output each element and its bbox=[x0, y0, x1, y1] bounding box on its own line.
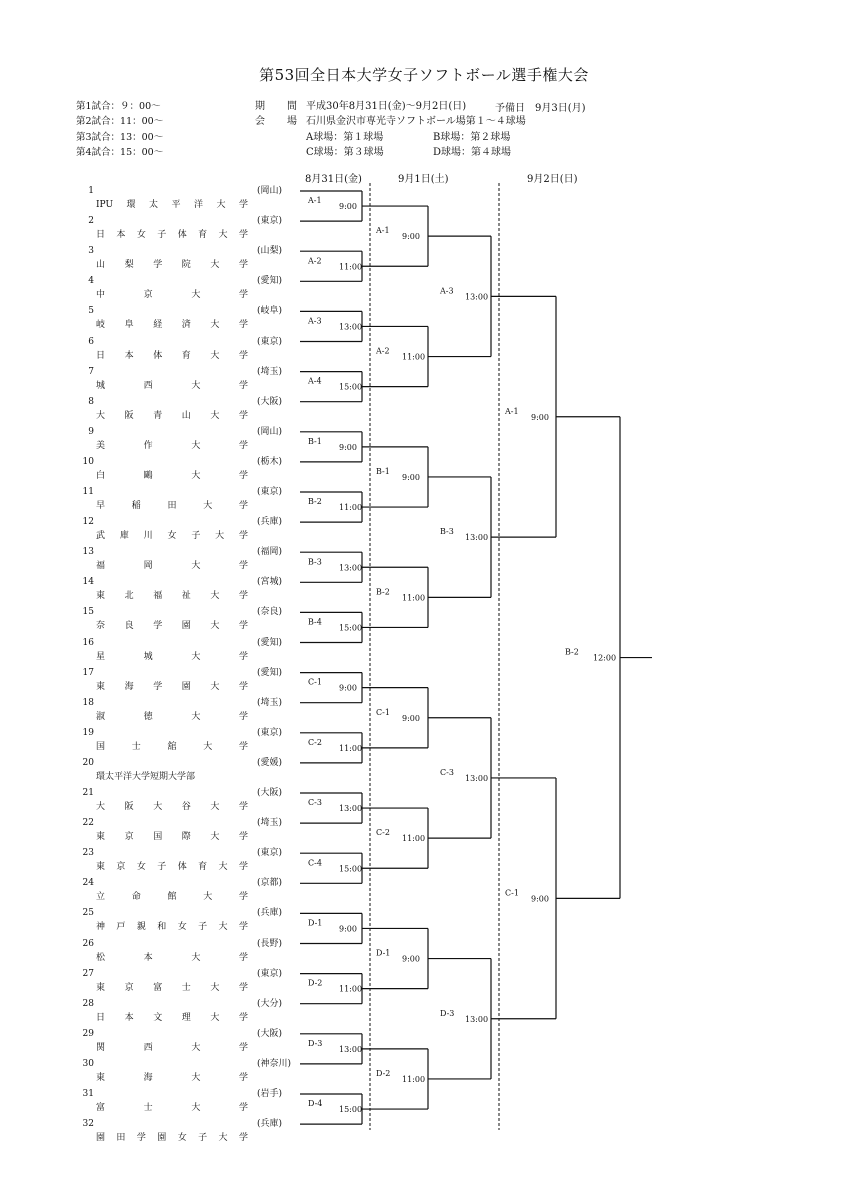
match-code: D-3 bbox=[308, 1038, 323, 1048]
team-prefecture: (大分) bbox=[257, 998, 283, 1009]
match-time: 13:00 bbox=[465, 773, 489, 783]
match-time: 12:00 bbox=[593, 653, 617, 663]
team-number: 31 bbox=[82, 1089, 94, 1099]
team-prefecture: (奈良) bbox=[257, 607, 283, 618]
match-code: C-1 bbox=[308, 677, 322, 687]
team-name: 立 命 館 大 学 bbox=[96, 892, 248, 903]
team-number: 13 bbox=[82, 547, 94, 558]
team-name: 星 城 大 学 bbox=[96, 651, 248, 662]
match-code: D-1 bbox=[308, 918, 323, 928]
match-time: 9:00 bbox=[339, 924, 357, 934]
match-code: A-1 bbox=[308, 196, 322, 206]
match-code: D-2 bbox=[308, 978, 323, 988]
team-prefecture: (東京) bbox=[257, 487, 283, 497]
team-name: 東 北 福 祉 大 学 bbox=[96, 591, 248, 602]
match-time: 13:00 bbox=[339, 322, 363, 332]
match-time: 13:00 bbox=[465, 1014, 489, 1024]
team-number: 11 bbox=[82, 487, 94, 497]
schedule-line: 第3試合：13：00〜 bbox=[76, 131, 164, 143]
match-code: D-4 bbox=[308, 1099, 323, 1109]
team-prefecture: (長野) bbox=[257, 938, 283, 949]
team-prefecture: (神奈川) bbox=[257, 1058, 292, 1069]
team-name: 淑 徳 大 学 bbox=[96, 711, 248, 722]
match-code: B-3 bbox=[308, 557, 322, 567]
match-time: 9:00 bbox=[402, 713, 420, 723]
match-time: 9:00 bbox=[402, 232, 420, 242]
team-prefecture: (東京) bbox=[257, 848, 283, 859]
match-code: A-2 bbox=[376, 346, 390, 356]
match-time: 11:00 bbox=[402, 1074, 426, 1084]
field-b: B球場：第２球場 bbox=[433, 131, 511, 143]
team-number: 25 bbox=[82, 908, 94, 919]
team-name: 早 稲 田 大 学 bbox=[96, 501, 248, 511]
team-prefecture: (東京) bbox=[257, 336, 283, 347]
team-prefecture: (東京) bbox=[257, 727, 283, 738]
match-code: A-3 bbox=[308, 316, 322, 326]
team-number: 22 bbox=[82, 818, 94, 829]
team-number: 3 bbox=[88, 246, 94, 257]
venue-label: 会 場 bbox=[255, 116, 303, 128]
team-name: 富 士 大 学 bbox=[96, 1103, 248, 1113]
match-code: D-3 bbox=[440, 1008, 455, 1018]
team-prefecture: (大阪) bbox=[257, 788, 283, 798]
team-name: 城 西 大 学 bbox=[96, 380, 248, 391]
match-time: 15:00 bbox=[339, 623, 363, 633]
match-time: 13:00 bbox=[465, 533, 489, 543]
team-prefecture: (京都) bbox=[257, 878, 283, 889]
team-name: 日 本 体 育 大 学 bbox=[96, 350, 248, 361]
team-prefecture: (兵庫) bbox=[257, 908, 283, 919]
team-number: 16 bbox=[82, 637, 94, 648]
match-time: 9:00 bbox=[531, 412, 549, 422]
match-time: 11:00 bbox=[339, 503, 363, 513]
match-code: C-3 bbox=[440, 767, 454, 777]
team-number: 4 bbox=[88, 276, 94, 287]
team-number: 14 bbox=[82, 577, 94, 588]
field-c: C球場：第３球場 bbox=[306, 146, 384, 158]
team-name: 美 作 大 学 bbox=[96, 440, 248, 451]
team-prefecture: (岐阜) bbox=[257, 306, 283, 317]
team-prefecture: (埼玉) bbox=[257, 366, 283, 377]
team-name: 東 京 国 際 大 学 bbox=[96, 832, 248, 843]
team-prefecture: (愛知) bbox=[257, 276, 283, 287]
team-name: 白 鷗 大 学 bbox=[96, 470, 248, 481]
match-time: 13:00 bbox=[339, 563, 363, 573]
team-number: 8 bbox=[88, 396, 94, 407]
team-name: 大 阪 大 谷 大 学 bbox=[96, 802, 248, 812]
period-label: 期 間 bbox=[255, 101, 303, 112]
team-prefecture: (大阪) bbox=[257, 1028, 283, 1039]
team-number: 2 bbox=[88, 216, 94, 227]
team-prefecture: (東京) bbox=[257, 968, 283, 979]
team-name: 環太平洋大学短期大学部 bbox=[96, 771, 196, 782]
match-code: C-1 bbox=[505, 888, 519, 898]
day-header-3: 9月2日(日) bbox=[527, 174, 578, 185]
period-value: 平成30年8月31日(金)〜9月2日(日) bbox=[306, 101, 467, 112]
field-d: D球場：第４球場 bbox=[433, 146, 512, 158]
match-code: A-3 bbox=[440, 286, 454, 296]
schedule-line: 第1試合：９：00〜 bbox=[76, 101, 161, 112]
schedule-line: 第2試合：11：00〜 bbox=[76, 116, 164, 128]
match-code: B-2 bbox=[308, 497, 322, 507]
reserve-day: 予備日 9月3日(月) bbox=[495, 103, 586, 114]
team-number: 7 bbox=[88, 366, 94, 377]
match-time: 11:00 bbox=[402, 593, 426, 603]
team-prefecture: (岡山) bbox=[257, 426, 283, 437]
match-code: C-2 bbox=[308, 737, 322, 747]
page-title: 第53回全日本大学女子ソフトボール選手権大会 bbox=[259, 66, 589, 84]
match-code: B-1 bbox=[308, 436, 322, 446]
match-time: 9:00 bbox=[339, 442, 357, 452]
team-prefecture: (埼玉) bbox=[257, 818, 283, 829]
match-code: C-4 bbox=[308, 858, 322, 868]
team-name: 武 庫 川 女 子 大 学 bbox=[96, 531, 248, 542]
match-time: 11:00 bbox=[339, 262, 363, 272]
match-time: 15:00 bbox=[339, 1105, 363, 1115]
team-number: 15 bbox=[82, 607, 94, 618]
match-code: C-3 bbox=[308, 798, 322, 808]
match-time: 9:00 bbox=[402, 472, 420, 482]
match-code: D-1 bbox=[376, 948, 391, 958]
day-header-2: 9月1日(土) bbox=[398, 174, 449, 185]
team-name: 神 戸 親 和 女 子 大 学 bbox=[96, 922, 248, 933]
match-time: 13:00 bbox=[339, 1044, 363, 1054]
match-time: 9:00 bbox=[531, 894, 549, 904]
match-code: B-3 bbox=[440, 527, 454, 537]
team-number: 10 bbox=[82, 456, 94, 467]
match-code: C-1 bbox=[376, 707, 390, 717]
team-number: 29 bbox=[82, 1028, 94, 1039]
team-number: 5 bbox=[88, 306, 94, 317]
field-a: A球場：第１球場 bbox=[306, 131, 384, 143]
match-code: B-2 bbox=[565, 647, 579, 657]
match-time: 15:00 bbox=[339, 382, 363, 392]
team-number: 23 bbox=[82, 848, 94, 859]
team-prefecture: (兵庫) bbox=[257, 517, 283, 528]
team-prefecture: (岡山) bbox=[257, 186, 283, 196]
team-name: 東 京 富 士 大 学 bbox=[96, 982, 248, 993]
match-code: D-2 bbox=[376, 1068, 391, 1078]
match-code: B-2 bbox=[376, 587, 390, 597]
match-code: C-2 bbox=[376, 828, 390, 838]
team-prefecture: (愛媛) bbox=[257, 757, 283, 768]
team-name: 東 海 学 園 大 学 bbox=[96, 681, 248, 692]
match-code: A-2 bbox=[308, 256, 322, 266]
team-number: 30 bbox=[82, 1058, 94, 1069]
day-header-1: 8月31日(金) bbox=[305, 174, 362, 185]
team-prefecture: (岩手) bbox=[257, 1089, 283, 1099]
match-time: 13:00 bbox=[465, 292, 489, 302]
team-number: 1 bbox=[88, 186, 94, 196]
team-prefecture: (愛知) bbox=[257, 667, 283, 678]
team-prefecture: (栃木) bbox=[257, 456, 283, 467]
team-number: 27 bbox=[82, 968, 94, 979]
team-number: 6 bbox=[88, 336, 94, 347]
team-prefecture: (東京) bbox=[257, 216, 283, 227]
match-time: 11:00 bbox=[402, 352, 426, 362]
team-prefecture: (埼玉) bbox=[257, 697, 283, 708]
match-code: B-4 bbox=[308, 617, 322, 627]
team-name: 大 阪 青 山 大 学 bbox=[96, 410, 248, 421]
team-number: 17 bbox=[82, 667, 94, 678]
team-name: 東 海 大 学 bbox=[96, 1072, 248, 1083]
team-name: 関 西 大 学 bbox=[96, 1042, 248, 1053]
team-name: IPU 環 太 平 洋 大 学 bbox=[96, 200, 248, 210]
match-time: 11:00 bbox=[339, 984, 363, 994]
match-time: 11:00 bbox=[339, 743, 363, 753]
team-number: 12 bbox=[82, 517, 94, 528]
match-time: 15:00 bbox=[339, 864, 363, 874]
venue-value: 石川県金沢市専光寺ソフトボール場第１〜４球場 bbox=[306, 116, 526, 128]
match-code: B-1 bbox=[376, 466, 390, 476]
team-name: 園 田 学 園 女 子 大 学 bbox=[96, 1133, 248, 1144]
schedule-line: 第4試合：15：00〜 bbox=[76, 146, 164, 158]
team-name: 松 本 大 学 bbox=[96, 952, 248, 963]
team-number: 20 bbox=[82, 757, 94, 768]
team-number: 18 bbox=[82, 697, 94, 708]
team-prefecture: (大阪) bbox=[257, 396, 283, 407]
team-number: 26 bbox=[82, 938, 94, 949]
team-number: 21 bbox=[82, 788, 94, 798]
team-name: 山 梨 学 院 大 学 bbox=[96, 260, 248, 271]
match-time: 11:00 bbox=[402, 834, 426, 844]
team-prefecture: (福岡) bbox=[257, 547, 283, 558]
team-number: 19 bbox=[82, 727, 94, 738]
team-name: 国 士 舘 大 学 bbox=[96, 741, 248, 752]
team-number: 9 bbox=[88, 426, 94, 437]
team-prefecture: (兵庫) bbox=[257, 1119, 283, 1130]
match-code: A-4 bbox=[308, 376, 322, 386]
team-name: 中 京 大 学 bbox=[96, 290, 248, 301]
match-code: A-1 bbox=[376, 226, 390, 236]
match-time: 13:00 bbox=[339, 804, 363, 814]
team-prefecture: (宮城) bbox=[257, 577, 283, 588]
team-name: 岐 阜 経 済 大 学 bbox=[96, 320, 248, 331]
team-name: 福 岡 大 学 bbox=[96, 561, 248, 572]
team-name: 東 京 女 子 体 育 大 学 bbox=[96, 862, 248, 873]
team-prefecture: (愛知) bbox=[257, 637, 283, 648]
team-prefecture: (山梨) bbox=[257, 246, 283, 257]
match-code: A-1 bbox=[505, 406, 519, 416]
team-name: 奈 良 学 園 大 学 bbox=[96, 621, 248, 632]
match-time: 9:00 bbox=[339, 683, 357, 693]
team-number: 28 bbox=[82, 998, 94, 1009]
team-name: 日 本 女 子 体 育 大 学 bbox=[96, 230, 248, 241]
match-time: 9:00 bbox=[339, 202, 357, 212]
team-name: 日 本 文 理 大 学 bbox=[96, 1012, 248, 1023]
match-time: 9:00 bbox=[402, 954, 420, 964]
team-number: 24 bbox=[82, 878, 94, 889]
team-number: 32 bbox=[82, 1119, 94, 1130]
